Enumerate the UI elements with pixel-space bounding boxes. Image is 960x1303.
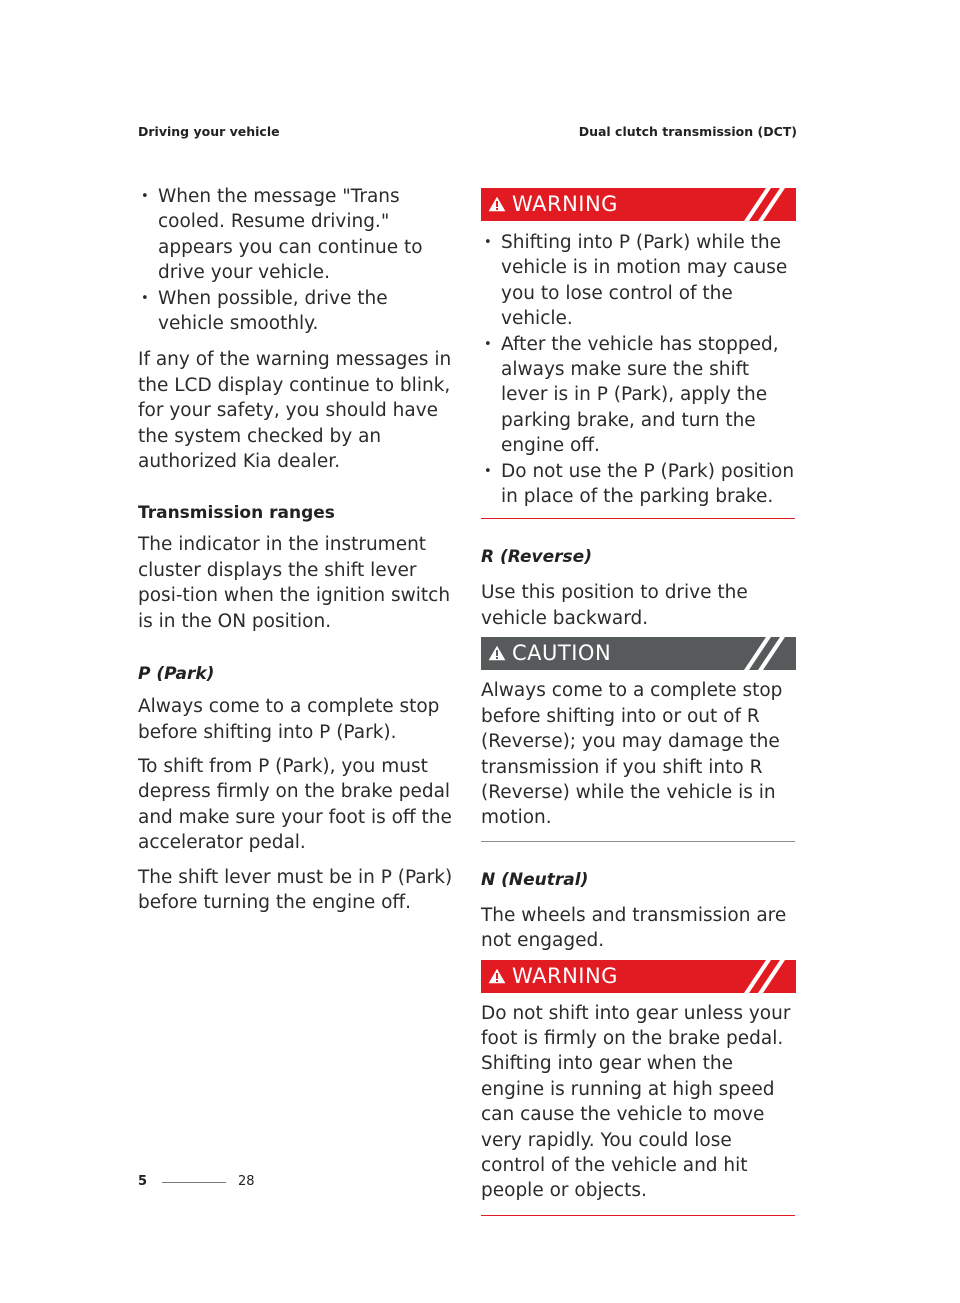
list-item: • Do not use the P (Park) position in place of the parking brake.	[481, 459, 796, 510]
park-heading: P (Park)	[138, 664, 215, 685]
list-item: • After the vehicle has stopped, always make sure the shift lever is in P (Park), apply the parking brake, and turn the engine off.	[481, 332, 796, 459]
reverse-paragraph: Use this position to drive the vehicle backward.	[481, 582, 748, 629]
caution-banner	[481, 637, 796, 670]
warning-banner	[481, 188, 796, 221]
banner-stripes-icon	[736, 188, 796, 221]
blink-warning-paragraph: If any of the warning messages in the LCD display continue to blink, for your safety, you should have the system checked by an authorized Kia dealer.	[138, 349, 452, 473]
list-item: • When possible, drive the vehicle smoothly.	[138, 286, 458, 337]
running-header-section: Dual clutch transmission (DCT)	[578, 124, 797, 139]
neutral-paragraph: The wheels and transmission are not engaged.	[481, 904, 787, 952]
right-column	[481, 188, 796, 1216]
reverse-heading: R (Reverse)	[481, 547, 592, 568]
warning-label: WARNING	[512, 963, 618, 988]
caution-triangle-icon	[488, 645, 506, 661]
warning-label: WARNING	[512, 192, 618, 216]
warning-triangle-icon	[488, 196, 506, 212]
left-column	[138, 184, 458, 915]
park-paragraph-2: To shift from P (Park), you must depress firmly on the brake pedal and make sure your foot is off the accelerator pedal.	[138, 755, 452, 854]
caution-label: CAUTION	[512, 641, 612, 666]
park-paragraph-1: Always come to a complete stop before shifting into P (Park).	[138, 696, 440, 743]
neutral-warning-text: Do not shift into gear unless your foot is firmly on the brake pedal. Shifting into gear when the engine is running at high speed can cause the vehicle to move very rapidly. You could lose control of the vehicle and hit people or objects.	[481, 1002, 791, 1202]
ranges-paragraph: The indicator in the instrument cluster displays the shift lever posi-tion when the ignition switch is in the ON position.	[138, 534, 451, 632]
neutral-heading: N (Neutral)	[481, 869, 589, 890]
warning-end-rule	[481, 518, 795, 519]
caution-text: Always come to a complete stop before shifting into or out of R (Reverse); you may damage the transmission if you shift into R (Reverse) while the vehicle is in motion.	[481, 680, 783, 829]
banner-stripes-icon	[736, 960, 796, 993]
park-warning-list	[481, 230, 796, 509]
park-paragraph-3: The shift lever must be in P (Park) before turning the engine off.	[138, 866, 453, 913]
warning-end-rule	[481, 1215, 795, 1216]
cooling-bullet-list	[138, 184, 458, 336]
page-number: 28	[238, 1174, 255, 1189]
banner-stripes-icon	[736, 637, 796, 670]
running-header-chapter: Driving your vehicle	[138, 124, 280, 139]
section-number: 5	[138, 1174, 148, 1189]
footer-divider	[162, 1182, 226, 1183]
transmission-ranges-heading: Transmission ranges	[138, 503, 335, 524]
list-item: • Shifting into P (Park) while the vehicle is in motion may cause you to lose control of the vehicle.	[481, 230, 796, 332]
warning-triangle-icon	[488, 968, 506, 984]
warning-banner	[481, 960, 796, 993]
caution-end-rule	[481, 841, 795, 842]
list-item: • When the message "Trans cooled. Resume driving." appears you can continue to drive your vehicle.	[138, 184, 458, 286]
